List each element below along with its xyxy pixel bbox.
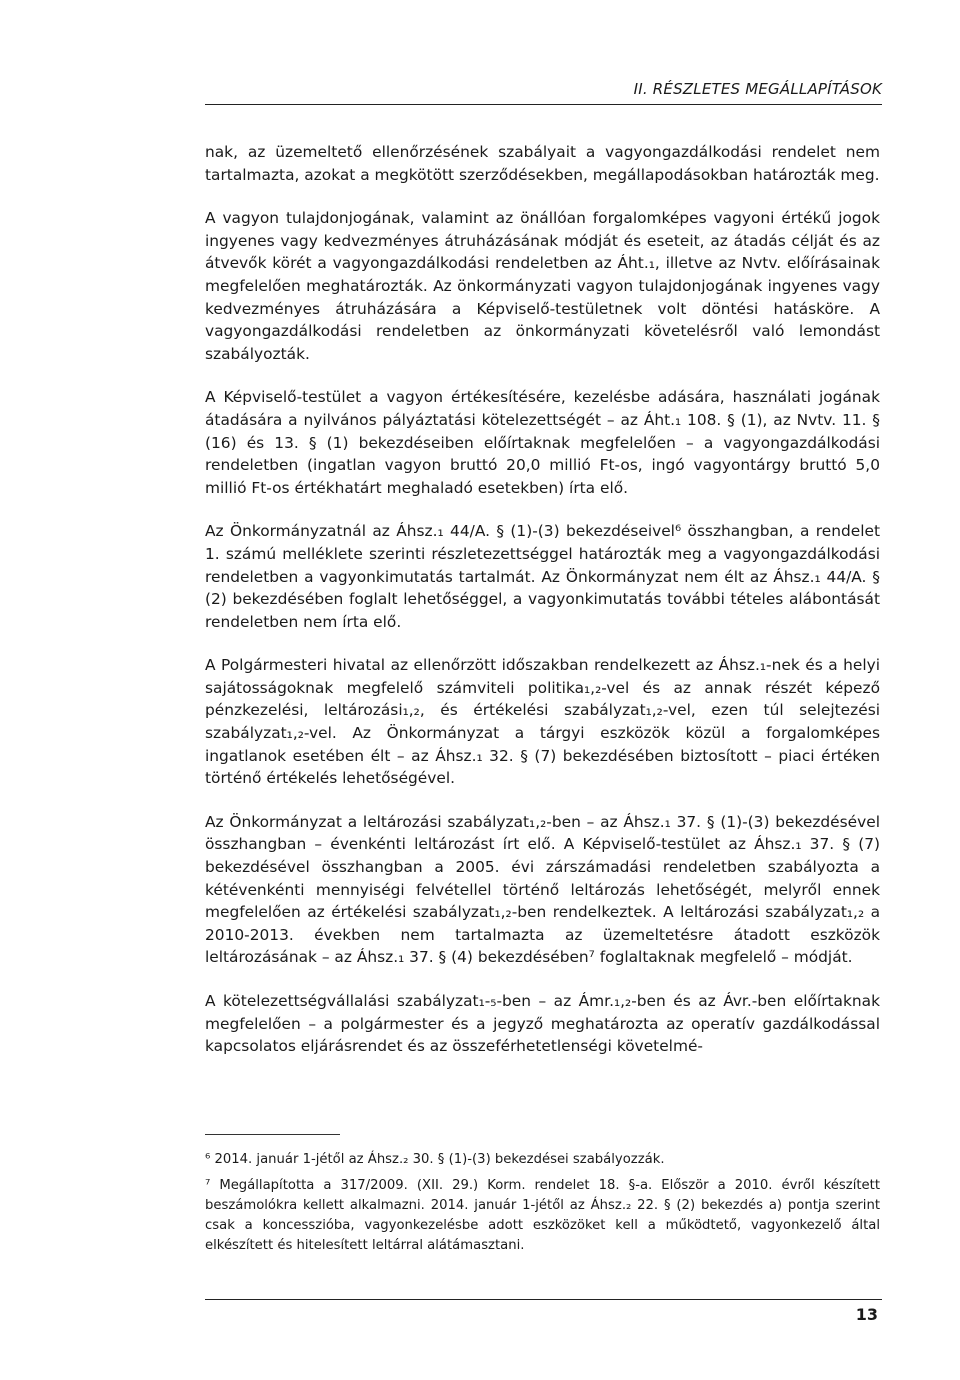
footnote-7: ⁷ Megállapította a 317/2009. (XII. 29.) Korm. rendelet 18. §-a. Először a 2010. évről készített beszámolókra kellett alkalmazni. 2014. január 1-jétől az Áhsz.₂ 22. § (2) bekezdés a) pontja szerint csak a koncesszióba, vagyonkezelésbe adott eszközöket kell a működtető, vagyonkezelő által elkészített és hitelesített leltárral alátámasztani. (205, 1178, 880, 1253)
page-number: 13 (855, 1305, 878, 1324)
footer-rule (205, 1299, 882, 1300)
paragraph: A Polgármesteri hivatal az ellenőrzött időszakban rendelkezett az Áhsz.₁-nek és a helyi sajátosságoknak megfelelő számviteli politika₁,₂-vel és az annak részét képező pénzkezelési, leltározási₁,₂, és értékelési szabályzat₁,₂-vel, ezen túl selejtezési szabályzat₁,₂-vel. Az Önkormányzat a tárgyi eszközök közül a forgalomképes ingatlanok esetében élt – az Áhsz.₁ 32. § (7) bekezdésében biztosított – piaci értéken történő értékelés lehetőségével. (205, 656, 880, 788)
paragraph: A Képviselő-testület a vagyon értékesítésére, kezelésbe adására, használati jogának átadására a nyilvános pályáztatási kötelezettségét – az Áht.₁ 108. § (1), az Nvtv. 11. § (16) és 13. § (1) bekezdéseiben előírtaknak megfelelően – a vagyongazdálkodási rendeletben (ingatlan vagyon bruttó 20,0 millió Ft-os, ingó vagyontárgy bruttó 5,0 millió Ft-os értékhatárt meghaladó esetekben) írta elő. (205, 388, 880, 497)
footnote-6: ⁶ 2014. január 1-jétől az Áhsz.₂ 30. § (1)-(3) bekezdései szabályozzák. (205, 1152, 665, 1167)
paragraph: Az Önkormányzatnál az Áhsz.₁ 44/A. § (1)-(3) bekezdéseivel⁶ összhangban, a rendelet 1. számú melléklete szerinti részletezettséggel határozták meg a vagyongazdálkodási rendeletben a vagyonkimutatás tartalmát. Az Önkormányzat nem élt az Áhsz.₁ 44/A. § (2) bekezdésében foglalt lehetőséggel, a vagyonkimutatás további tételes alábontását rendeletben nem írta elő. (205, 522, 880, 631)
body-text (205, 141, 880, 1079)
paragraph: A kötelezettségvállalási szabályzat₁-₅-ben – az Ámr.₁,₂-ben és az Ávr.-ben előírtaknak megfelelően – a polgármester és a jegyző meghatározta az operatív gazdálkodással kapcsolatos eljárásrendet és az összeférhetetlenségi követelmé- (205, 992, 880, 1056)
paragraph: A vagyon tulajdonjogának, valamint az önállóan forgalomképes vagyoni értékű jogok ingyenes vagy kedvezményes átruházásának módját és eseteit, az átadás célját és az átvevők körét a vagyongazdálkodási rendeletben az Áht.₁, illetve az Nvtv. előírásainak megfelelően meghatározták. Az önkormányzati vagyon tulajdonjogának ingyenes vagy kedvezményes átruházására a Képviselő-testületnek volt döntési hatásköre. A vagyongazdálkodási rendeletben az önkormányzati követelésről való lemondást szabályozták. (205, 209, 880, 363)
footnote-separator (205, 1134, 340, 1135)
paragraph: Az Önkormányzat a leltározási szabályzat₁,₂-ben – az Áhsz.₁ 37. § (1)-(3) bekezdésével összhangban – évenkénti leltározást írt elő. A Képviselő-testület az Áhsz.₁ 37. § (7) bekezdésével összhangban a 2005. évi zárszámadási rendeletben szabályozta a kétévenkénti mennyiségi felvétellel történő leltározás lehetőségét, melyről ennek megfelelően az értékelési szabályzat₁,₂-ben rendelkeztek. A leltározási szabályzat₁,₂ a 2010-2013. években nem tartalmazta az üzemeltetésre átadott eszközök leltározásának – az Áhsz.₁ 37. § (4) bekezdésében⁷ foglaltaknak megfelelő – módját. (205, 812, 880, 967)
running-header-title: II. RÉSZLETES MEGÁLLAPÍTÁSOK (633, 80, 882, 98)
footnotes (205, 1150, 880, 1262)
header-rule (205, 104, 882, 105)
paragraph: nak, az üzemeltető ellenőrzésének szabályait a vagyongazdálkodási rendelet nem tartalmazta, azokat a megkötött szerződésekben, megállapodásokban határozták meg. (205, 143, 880, 184)
